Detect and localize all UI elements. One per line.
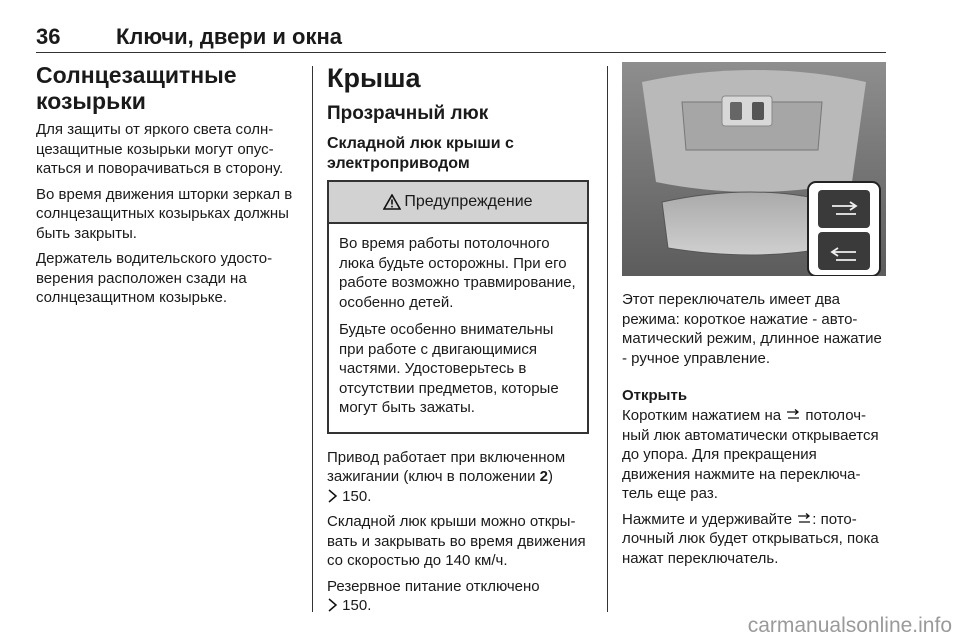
warning-triangle-icon (383, 194, 401, 210)
warning-paragraph: Будьте особенно внимательны при работе с двигающимися частями. Удостоверьтесь в отсутствии предметов, которые могут быть зажаты. (339, 321, 559, 416)
text: Привод работает при включенном зажигании (ключ в положении (327, 448, 566, 485)
roof-switch-photo (622, 62, 886, 276)
warning-paragraph: Во время работы потолочного люка будьте осторожны. При его работе возможно травмирование, особенно детей. (339, 235, 576, 311)
section-heading-roof: Крыша (327, 63, 421, 93)
subheading-electric-sunroof: Складной люк крыши с электроприводом (327, 135, 514, 172)
paragraph-open-hold (622, 510, 886, 569)
paragraph-ignition (327, 448, 593, 507)
subheading-sunroof: Прозрачный люк (327, 103, 489, 124)
column-divider-1 (312, 66, 313, 612)
header-rule (36, 52, 886, 53)
watermark: carmanualsonline.info (747, 614, 952, 637)
page-number: 36 (36, 24, 61, 49)
paragraph: Для защиты от яркого света солнцезащитные козырьки могут опускаться и поворачиваться в сторону. (36, 121, 284, 177)
subheading-open: Открыть (622, 387, 688, 404)
column-divider-2 (607, 66, 608, 612)
section-heading-sun-visors: Солнцезащитные козырьки (36, 62, 237, 114)
key-position: 2 (539, 468, 549, 485)
page-header (36, 20, 886, 52)
text: Коротким нажатием на (622, 407, 786, 424)
sunroof-open-icon (785, 408, 801, 422)
paragraph: Держатель водительского удостоверения расположен сзади на солнцезащитном козырьке. (36, 250, 273, 306)
warning-header (329, 182, 587, 224)
text: потолочный люк автоматически открывается до упора. Для прекращения движения нажмите на переключатель еще раз. (622, 407, 879, 502)
page-reference-link[interactable]: 150. (342, 597, 372, 614)
text: ) (548, 468, 554, 485)
column-sun-visors (36, 62, 298, 314)
paragraph-open-short (622, 406, 886, 504)
paragraph-switch-modes: Этот переключатель имеет два режима: короткое нажатие - автоматический режим, длинное нажатие - ручное управление. (622, 291, 882, 367)
column-switch (622, 62, 886, 574)
warning-box (327, 180, 589, 434)
warning-title: Предупреждение (404, 193, 533, 210)
paragraph: Во время движения шторки зеркал в солнцезащитных козырьках должны быть закрыты. (36, 185, 293, 242)
text: Резервное питание отключено (327, 577, 540, 595)
sunroof-open-icon (796, 512, 812, 526)
reference-arrow-icon (327, 489, 338, 503)
chapter-title: Ключи, двери и окна (116, 24, 342, 49)
page-reference-link[interactable]: 150. (342, 487, 372, 505)
column-roof (327, 62, 593, 622)
reference-arrow-icon (327, 598, 338, 612)
paragraph-speed: Складной люк крыши можно открывать и закрывать во время движения со скоростью до 140 км/ч. (327, 513, 586, 569)
text: Нажмите и удерживайте (622, 510, 797, 528)
paragraph-power (327, 577, 593, 616)
text: : потолочный люк будет открываться, пока нажат переключатель. (622, 510, 879, 567)
